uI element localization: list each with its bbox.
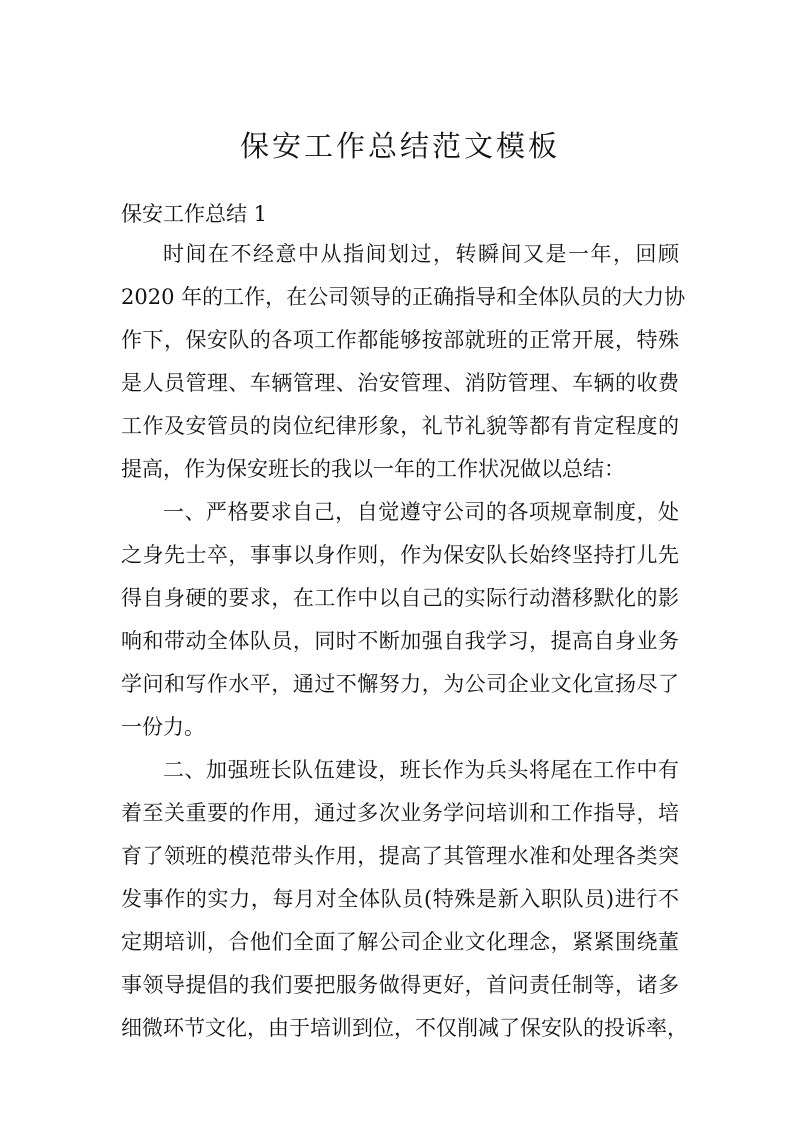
paragraph-line: 之身先士卒，事事以身作则，作为保安队长始终坚持打儿先	[121, 543, 679, 567]
paragraph-line: 得自身硬的要求，在工作中以自己的实际行动潜移默化的影	[121, 586, 679, 610]
paragraph-line: 事领导提倡的我们要把服务做得更好，首问责任制等，诸多	[121, 973, 679, 997]
paragraph-line: 2020 年的工作，在公司领导的正确指导和全体队员的大力协	[121, 285, 686, 309]
paragraph-line: 作下，保安队的各项工作都能够按部就班的正常开展，特殊	[121, 328, 679, 352]
paragraph-line: 着至关重要的作用，通过多次业务学问培训和工作指导，培	[121, 801, 679, 825]
paragraph-line: 一份力。	[121, 715, 205, 739]
paragraph-line: 细微环节文化，由于培训到位，不仅削减了保安队的投诉率，	[121, 1016, 688, 1040]
paragraph-line: 响和带动全体队员，同时不断加强自我学习，提高自身业务	[121, 629, 679, 653]
paragraph-line: 是人员管理、车辆管理、治安管理、消防管理、车辆的收费	[121, 371, 679, 395]
section-heading: 保安工作总结 1	[121, 202, 268, 226]
paragraph-line: 定期培训，合他们全面了解公司企业文化理念，紧紧围绕董	[121, 930, 679, 954]
paragraph-line: 提高，作为保安班长的我以一年的工作状况做以总结：	[121, 457, 625, 481]
paragraph-line: 育了领班的模范带头作用，提高了其管理水准和处理各类突	[121, 844, 679, 868]
paragraph-line: 发事作的实力，每月对全体队员(特殊是新入职队员)进行不	[121, 887, 679, 911]
paragraph-line: 工作及安管员的岗位纪律形象，礼节礼貌等都有肯定程度的	[121, 414, 679, 438]
paragraph-line: 时间在不经意中从指间划过，转瞬间又是一年，回顾	[163, 242, 679, 266]
paragraph-line: 二、加强班长队伍建设，班长作为兵头将尾在工作中有	[163, 758, 679, 782]
paragraph-line: 一、严格要求自己，自觉遵守公司的各项规章制度，处	[163, 500, 679, 524]
paragraph-line: 学问和写作水平，通过不懈努力，为公司企业文化宣扬尽了	[121, 672, 679, 696]
document-title: 保安工作总结范文模板	[239, 129, 560, 163]
